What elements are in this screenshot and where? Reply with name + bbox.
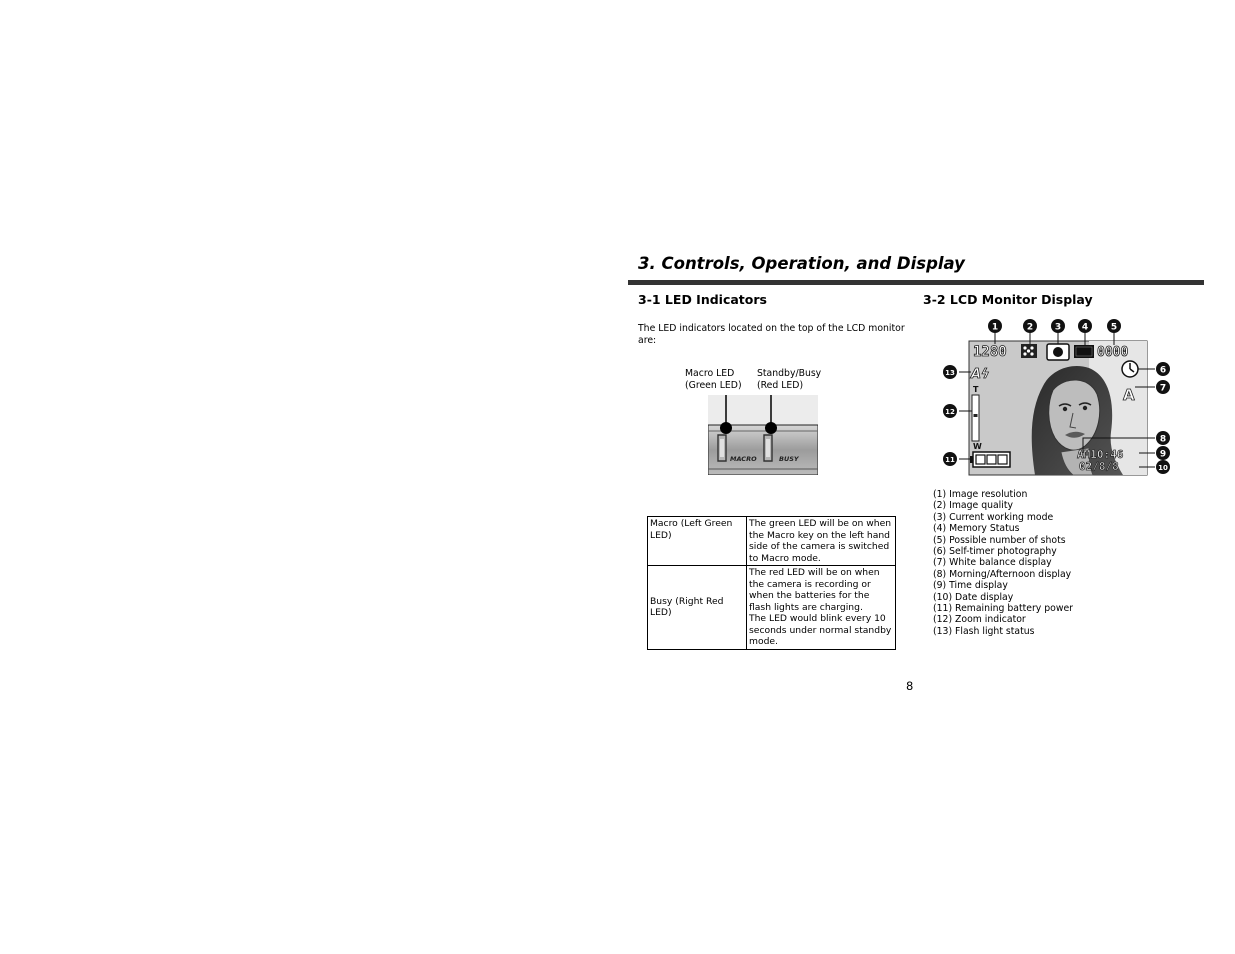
led-intro-text: The LED indicators located on the top of the LCD monitor are: bbox=[638, 323, 905, 346]
callout-2 bbox=[1023, 319, 1037, 333]
callout-13 bbox=[943, 365, 957, 379]
led-indicator-figure bbox=[708, 395, 818, 475]
led-section-title: 3-1 LED Indicators bbox=[638, 292, 767, 307]
lcd-section-title: 3-2 LCD Monitor Display bbox=[923, 292, 1093, 307]
table-key: Busy (Right Red LED) bbox=[648, 566, 747, 650]
table-desc: The red LED will be on when the camera is recording or when the batteries for the flash lights are charging. The LED would blink every 10 seconds under normal standby mode. bbox=[747, 566, 896, 650]
list-item: (12) Zoom indicator bbox=[933, 614, 1026, 626]
busy-pointer-dot bbox=[765, 422, 777, 434]
callout-10 bbox=[1156, 460, 1170, 474]
quality-icon bbox=[1021, 344, 1037, 358]
callout-12 bbox=[943, 404, 957, 418]
svg-text:11: 11 bbox=[945, 456, 955, 464]
zoom-indicator-bar bbox=[972, 395, 979, 441]
macro-led-icon bbox=[718, 435, 726, 461]
chapter-title: 3. Controls, Operation, and Display bbox=[638, 254, 965, 273]
list-item: (2) Image quality bbox=[933, 500, 1013, 512]
list-item: (8) Morning/Afternoon display bbox=[933, 568, 1072, 580]
list-item: (4) Memory Status bbox=[933, 523, 1020, 535]
flash-status-value: Aϟ bbox=[971, 367, 990, 382]
list-item: (10) Date display bbox=[933, 591, 1014, 603]
time-value: AM10:46 bbox=[1077, 448, 1124, 461]
svg-text:5: 5 bbox=[1110, 322, 1118, 333]
macro-led-label: Macro LED (Green LED) bbox=[685, 368, 742, 391]
list-item: (9) Time display bbox=[933, 580, 1008, 592]
zoom-indicator-thumb bbox=[974, 414, 978, 417]
list-item: (13) Flash light status bbox=[933, 625, 1035, 637]
busy-led-icon bbox=[764, 435, 772, 461]
svg-text:4: 4 bbox=[1081, 322, 1089, 333]
white-balance-value: A bbox=[1123, 386, 1135, 404]
svg-text:2: 2 bbox=[1026, 322, 1034, 333]
shots-value: 0000 bbox=[1097, 345, 1129, 360]
list-item: (5) Possible number of shots bbox=[933, 534, 1066, 546]
lcd-monitor-figure bbox=[939, 316, 1175, 478]
table-row bbox=[648, 566, 896, 650]
callout-4 bbox=[1078, 319, 1092, 333]
list-item: (3) Current working mode bbox=[933, 511, 1054, 523]
led-description-table bbox=[647, 516, 896, 650]
page-number: 8 bbox=[906, 679, 914, 693]
camera-top-surface bbox=[708, 395, 818, 425]
svg-text:10: 10 bbox=[1158, 464, 1168, 472]
list-item: (1) Image resolution bbox=[933, 489, 1028, 500]
zoom-wide-label: W bbox=[973, 442, 982, 451]
table-desc: The green LED will be on when the Macro key on the left hand side of the camera is switched to Macro mode. bbox=[747, 517, 896, 566]
callout-11 bbox=[943, 452, 957, 466]
lcd-legend-list bbox=[933, 489, 1073, 637]
date-value: 02/8/8 bbox=[1079, 460, 1119, 473]
busy-text: BUSY bbox=[779, 455, 799, 463]
callout-8 bbox=[1156, 431, 1170, 445]
list-item: (11) Remaining battery power bbox=[933, 603, 1073, 615]
callout-5 bbox=[1107, 319, 1121, 333]
svg-text:12: 12 bbox=[945, 408, 955, 416]
chapter-divider bbox=[628, 280, 1204, 285]
busy-led-label: Standby/Busy (Red LED) bbox=[757, 368, 822, 391]
svg-text:1: 1 bbox=[991, 322, 999, 333]
callout-1 bbox=[988, 319, 1002, 333]
callout-7 bbox=[1156, 380, 1170, 394]
memory-card-icon bbox=[1074, 345, 1094, 358]
table-key: Macro (Left Green LED) bbox=[648, 517, 747, 566]
svg-text:7: 7 bbox=[1159, 383, 1167, 394]
list-item: (7) White balance display bbox=[933, 557, 1052, 569]
camera-mode-icon bbox=[1047, 344, 1069, 360]
battery-icon bbox=[970, 452, 1010, 467]
list-item: (6) Self-timer photography bbox=[933, 546, 1057, 558]
callout-6 bbox=[1156, 362, 1170, 376]
macro-pointer-dot bbox=[720, 422, 732, 434]
table-row bbox=[648, 517, 896, 566]
zoom-tele-label: T bbox=[973, 385, 979, 394]
svg-text:3: 3 bbox=[1054, 322, 1062, 333]
svg-text:9: 9 bbox=[1159, 449, 1167, 460]
callout-3 bbox=[1051, 319, 1065, 333]
self-timer-icon bbox=[1122, 361, 1138, 377]
svg-text:8: 8 bbox=[1159, 434, 1167, 445]
callout-9 bbox=[1156, 446, 1170, 460]
svg-text:13: 13 bbox=[945, 369, 955, 377]
svg-text:6: 6 bbox=[1159, 365, 1167, 376]
resolution-value: 1280 bbox=[973, 344, 1007, 360]
macro-text: MACRO bbox=[730, 455, 757, 463]
